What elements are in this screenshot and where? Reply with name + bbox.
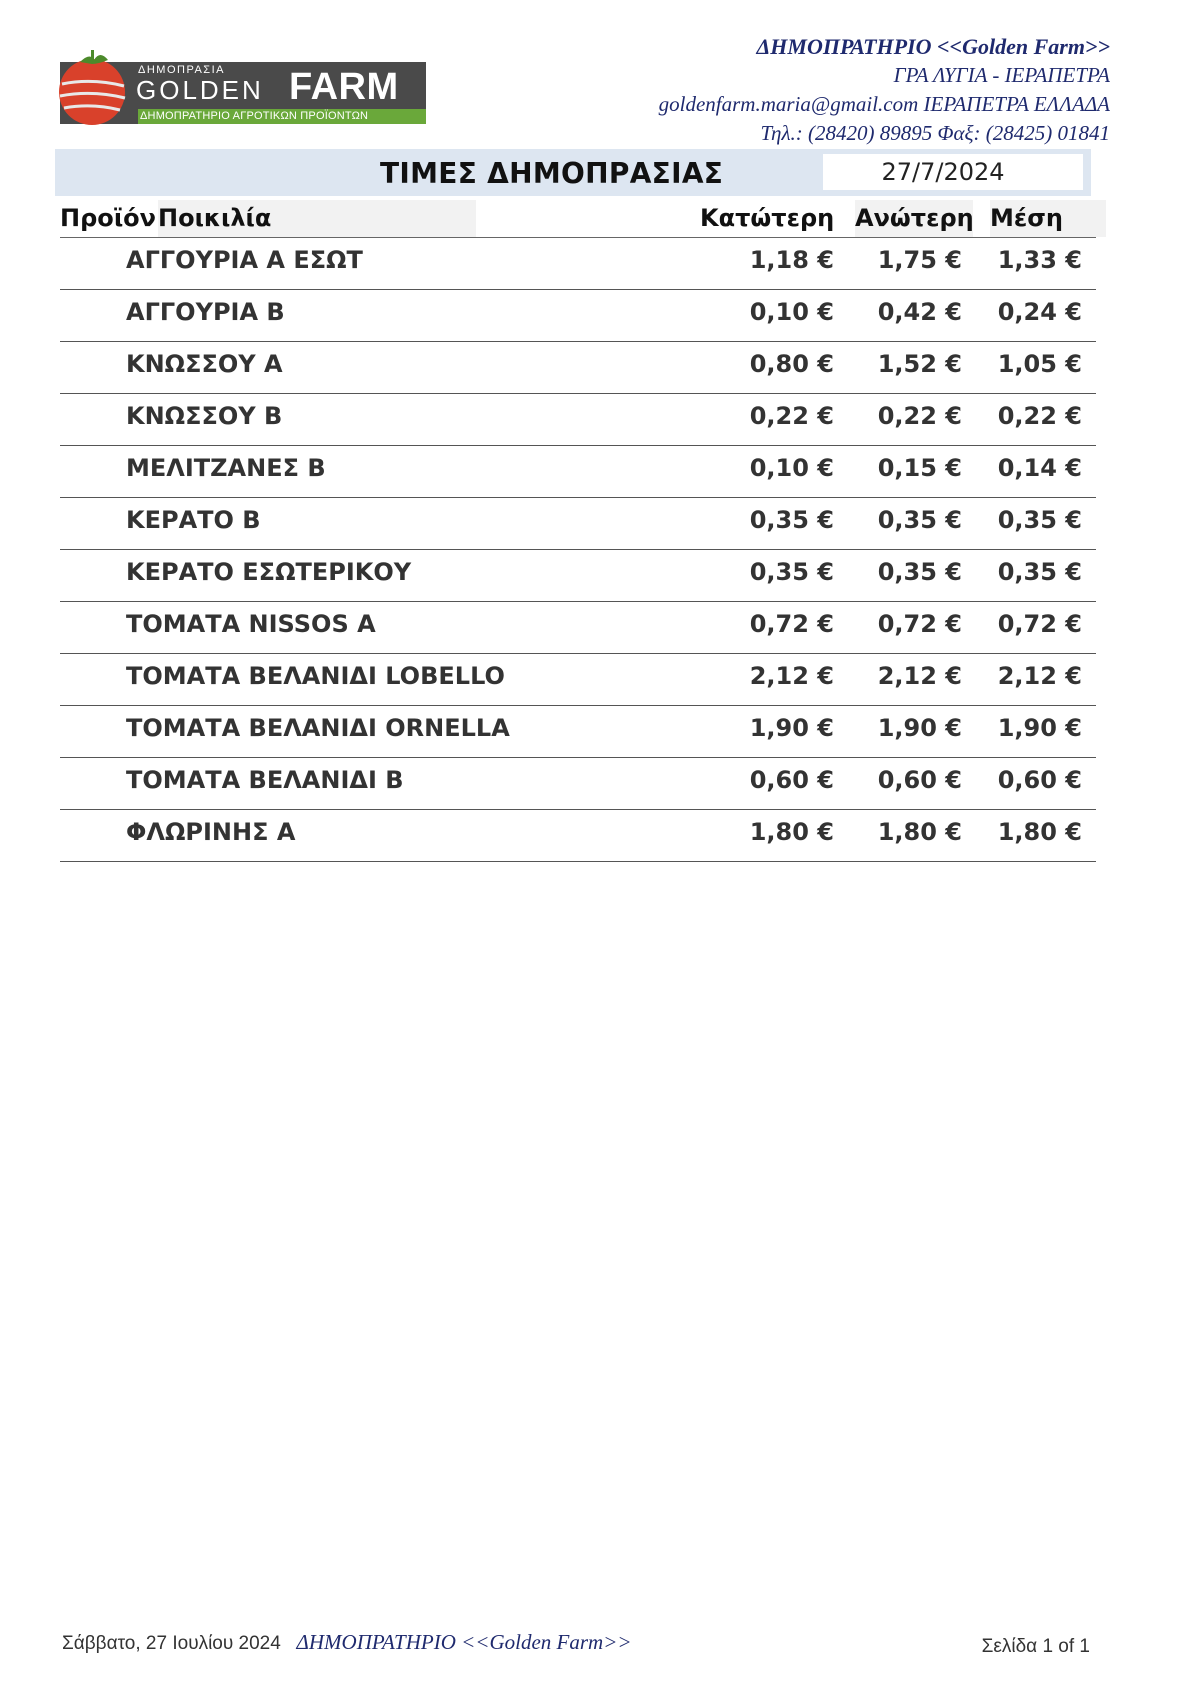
row-high-price: 1,80 €: [877, 818, 962, 846]
row-avg-price: 0,35 €: [997, 506, 1082, 534]
company-info: [659, 32, 1110, 148]
row-avg-price: 1,05 €: [997, 350, 1082, 378]
table-row: [60, 602, 1096, 654]
logo-strip-text: ΔΗΜΟΠΡΑΤΗΡΙΟ ΑΓΡΟΤΙΚΩΝ ΠΡΟΪΟΝΤΩΝ: [140, 110, 369, 122]
row-avg-price: 1,33 €: [997, 246, 1082, 274]
row-avg-price: 0,35 €: [997, 558, 1082, 586]
tomato-icon: [54, 48, 134, 126]
row-avg-price: 2,12 €: [997, 662, 1082, 690]
row-high-price: 0,35 €: [877, 558, 962, 586]
company-email: goldenfarm.maria@gmail.com ΙΕΡΑΠΕΤΡΑ ΕΛΛΑΔΑ: [658, 92, 1110, 116]
table-row: [60, 810, 1096, 862]
footer-date: Σάββατο, 27 Ιουλίου 2024: [62, 1633, 281, 1654]
row-high-price: 2,12 €: [877, 662, 962, 690]
report-date: 27/7/2024: [881, 158, 1005, 186]
row-variety: ΜΕΛΙΤΖΑΝΕΣ Β: [126, 454, 326, 482]
column-header-low: Κατώτερη: [700, 204, 835, 232]
row-avg-price: 1,90 €: [997, 714, 1082, 742]
price-table: [60, 238, 1096, 862]
row-variety: ΑΓΓΟΥΡΙΑ Β: [126, 298, 285, 326]
row-low-price: 0,80 €: [749, 350, 834, 378]
row-variety: ΚΕΡΑΤΟ ΕΣΩΤΕΡΙΚΟΥ: [126, 558, 412, 586]
column-header-avg: Μέση: [990, 204, 1064, 232]
column-header-product: Προϊόν: [60, 204, 156, 232]
table-row: [60, 290, 1096, 342]
row-avg-price: 0,72 €: [997, 610, 1082, 638]
row-variety: ΚΕΡΑΤΟ Β: [126, 506, 261, 534]
company-logo: [54, 48, 422, 124]
row-variety: ΤΟΜΑΤΑ ΒΕΛΑΝΙΔΙ ORNELLA: [126, 714, 510, 742]
row-low-price: 1,18 €: [749, 246, 834, 274]
footer-left: [62, 1630, 632, 1655]
table-row: [60, 342, 1096, 394]
row-avg-price: 0,24 €: [997, 298, 1082, 326]
table-row: [60, 446, 1096, 498]
row-avg-price: 0,14 €: [997, 454, 1082, 482]
row-variety: ΑΓΓΟΥΡΙΑ Α ΕΣΩΤ: [126, 246, 363, 274]
table-row: [60, 238, 1096, 290]
row-variety: ΦΛΩΡΙΝΗΣ Α: [126, 818, 296, 846]
row-variety: ΤΟΜΑΤΑ ΒΕΛΑΝΙΔΙ Β: [126, 766, 404, 794]
row-avg-price: 0,22 €: [997, 402, 1082, 430]
row-avg-price: 0,60 €: [997, 766, 1082, 794]
row-high-price: 0,72 €: [877, 610, 962, 638]
row-low-price: 1,80 €: [749, 818, 834, 846]
report-date-box: [823, 154, 1083, 190]
row-low-price: 0,35 €: [749, 506, 834, 534]
company-address: ΓΡΑ ΛΥΓΙΑ - ΙΕΡΑΠΕΤΡΑ: [893, 63, 1110, 87]
row-low-price: 0,60 €: [749, 766, 834, 794]
row-low-price: 0,35 €: [749, 558, 834, 586]
table-row: [60, 394, 1096, 446]
logo-farm-text: FARM: [289, 66, 399, 108]
row-high-price: 1,75 €: [877, 246, 962, 274]
table-row: [60, 706, 1096, 758]
row-variety: ΚΝΩΣΣΟΥ Β: [126, 402, 283, 430]
row-high-price: 0,60 €: [877, 766, 962, 794]
row-high-price: 1,90 €: [877, 714, 962, 742]
row-low-price: 1,90 €: [749, 714, 834, 742]
logo-golden-text: GOLDEN: [136, 75, 264, 105]
logo-small-text: ΔΗΜΟΠΡΑΣΙΑ: [138, 64, 226, 76]
row-variety: ΤΟΜΑΤΑ ΒΕΛΑΝΙΔΙ LOBELLO: [126, 662, 505, 690]
row-low-price: 0,10 €: [749, 454, 834, 482]
column-header-variety: Ποικιλία: [158, 204, 272, 232]
row-high-price: 1,52 €: [877, 350, 962, 378]
row-variety: ΤΟΜΑΤΑ NISSOS Α: [126, 610, 376, 638]
row-variety: ΚΝΩΣΣΟΥ Α: [126, 350, 283, 378]
footer-company: ΔΗΜΟΠΡΑΤΗΡΙΟ <<Golden Farm>>: [296, 1630, 632, 1654]
row-high-price: 0,15 €: [877, 454, 962, 482]
table-row: [60, 654, 1096, 706]
company-phone: Τηλ.: (28420) 89895 Φαξ: (28425) 01841: [760, 121, 1110, 145]
row-low-price: 0,22 €: [749, 402, 834, 430]
row-avg-price: 1,80 €: [997, 818, 1082, 846]
column-header-high: Ανώτερη: [855, 204, 974, 232]
company-title: ΔΗΜΟΠΡΑΤΗΡΙΟ <<Golden Farm>>: [756, 34, 1110, 59]
row-low-price: 2,12 €: [749, 662, 834, 690]
table-row: [60, 498, 1096, 550]
report-title: ΤΙΜΕΣ ΔΗΜΟΠΡΑΣΙΑΣ: [380, 157, 724, 190]
row-high-price: 0,35 €: [877, 506, 962, 534]
row-low-price: 0,72 €: [749, 610, 834, 638]
row-high-price: 0,22 €: [877, 402, 962, 430]
footer-page-number: Σελίδα 1 of 1: [981, 1636, 1090, 1657]
row-high-price: 0,42 €: [877, 298, 962, 326]
row-low-price: 0,10 €: [749, 298, 834, 326]
table-row: [60, 758, 1096, 810]
table-row: [60, 550, 1096, 602]
logo-strip: [138, 109, 426, 124]
